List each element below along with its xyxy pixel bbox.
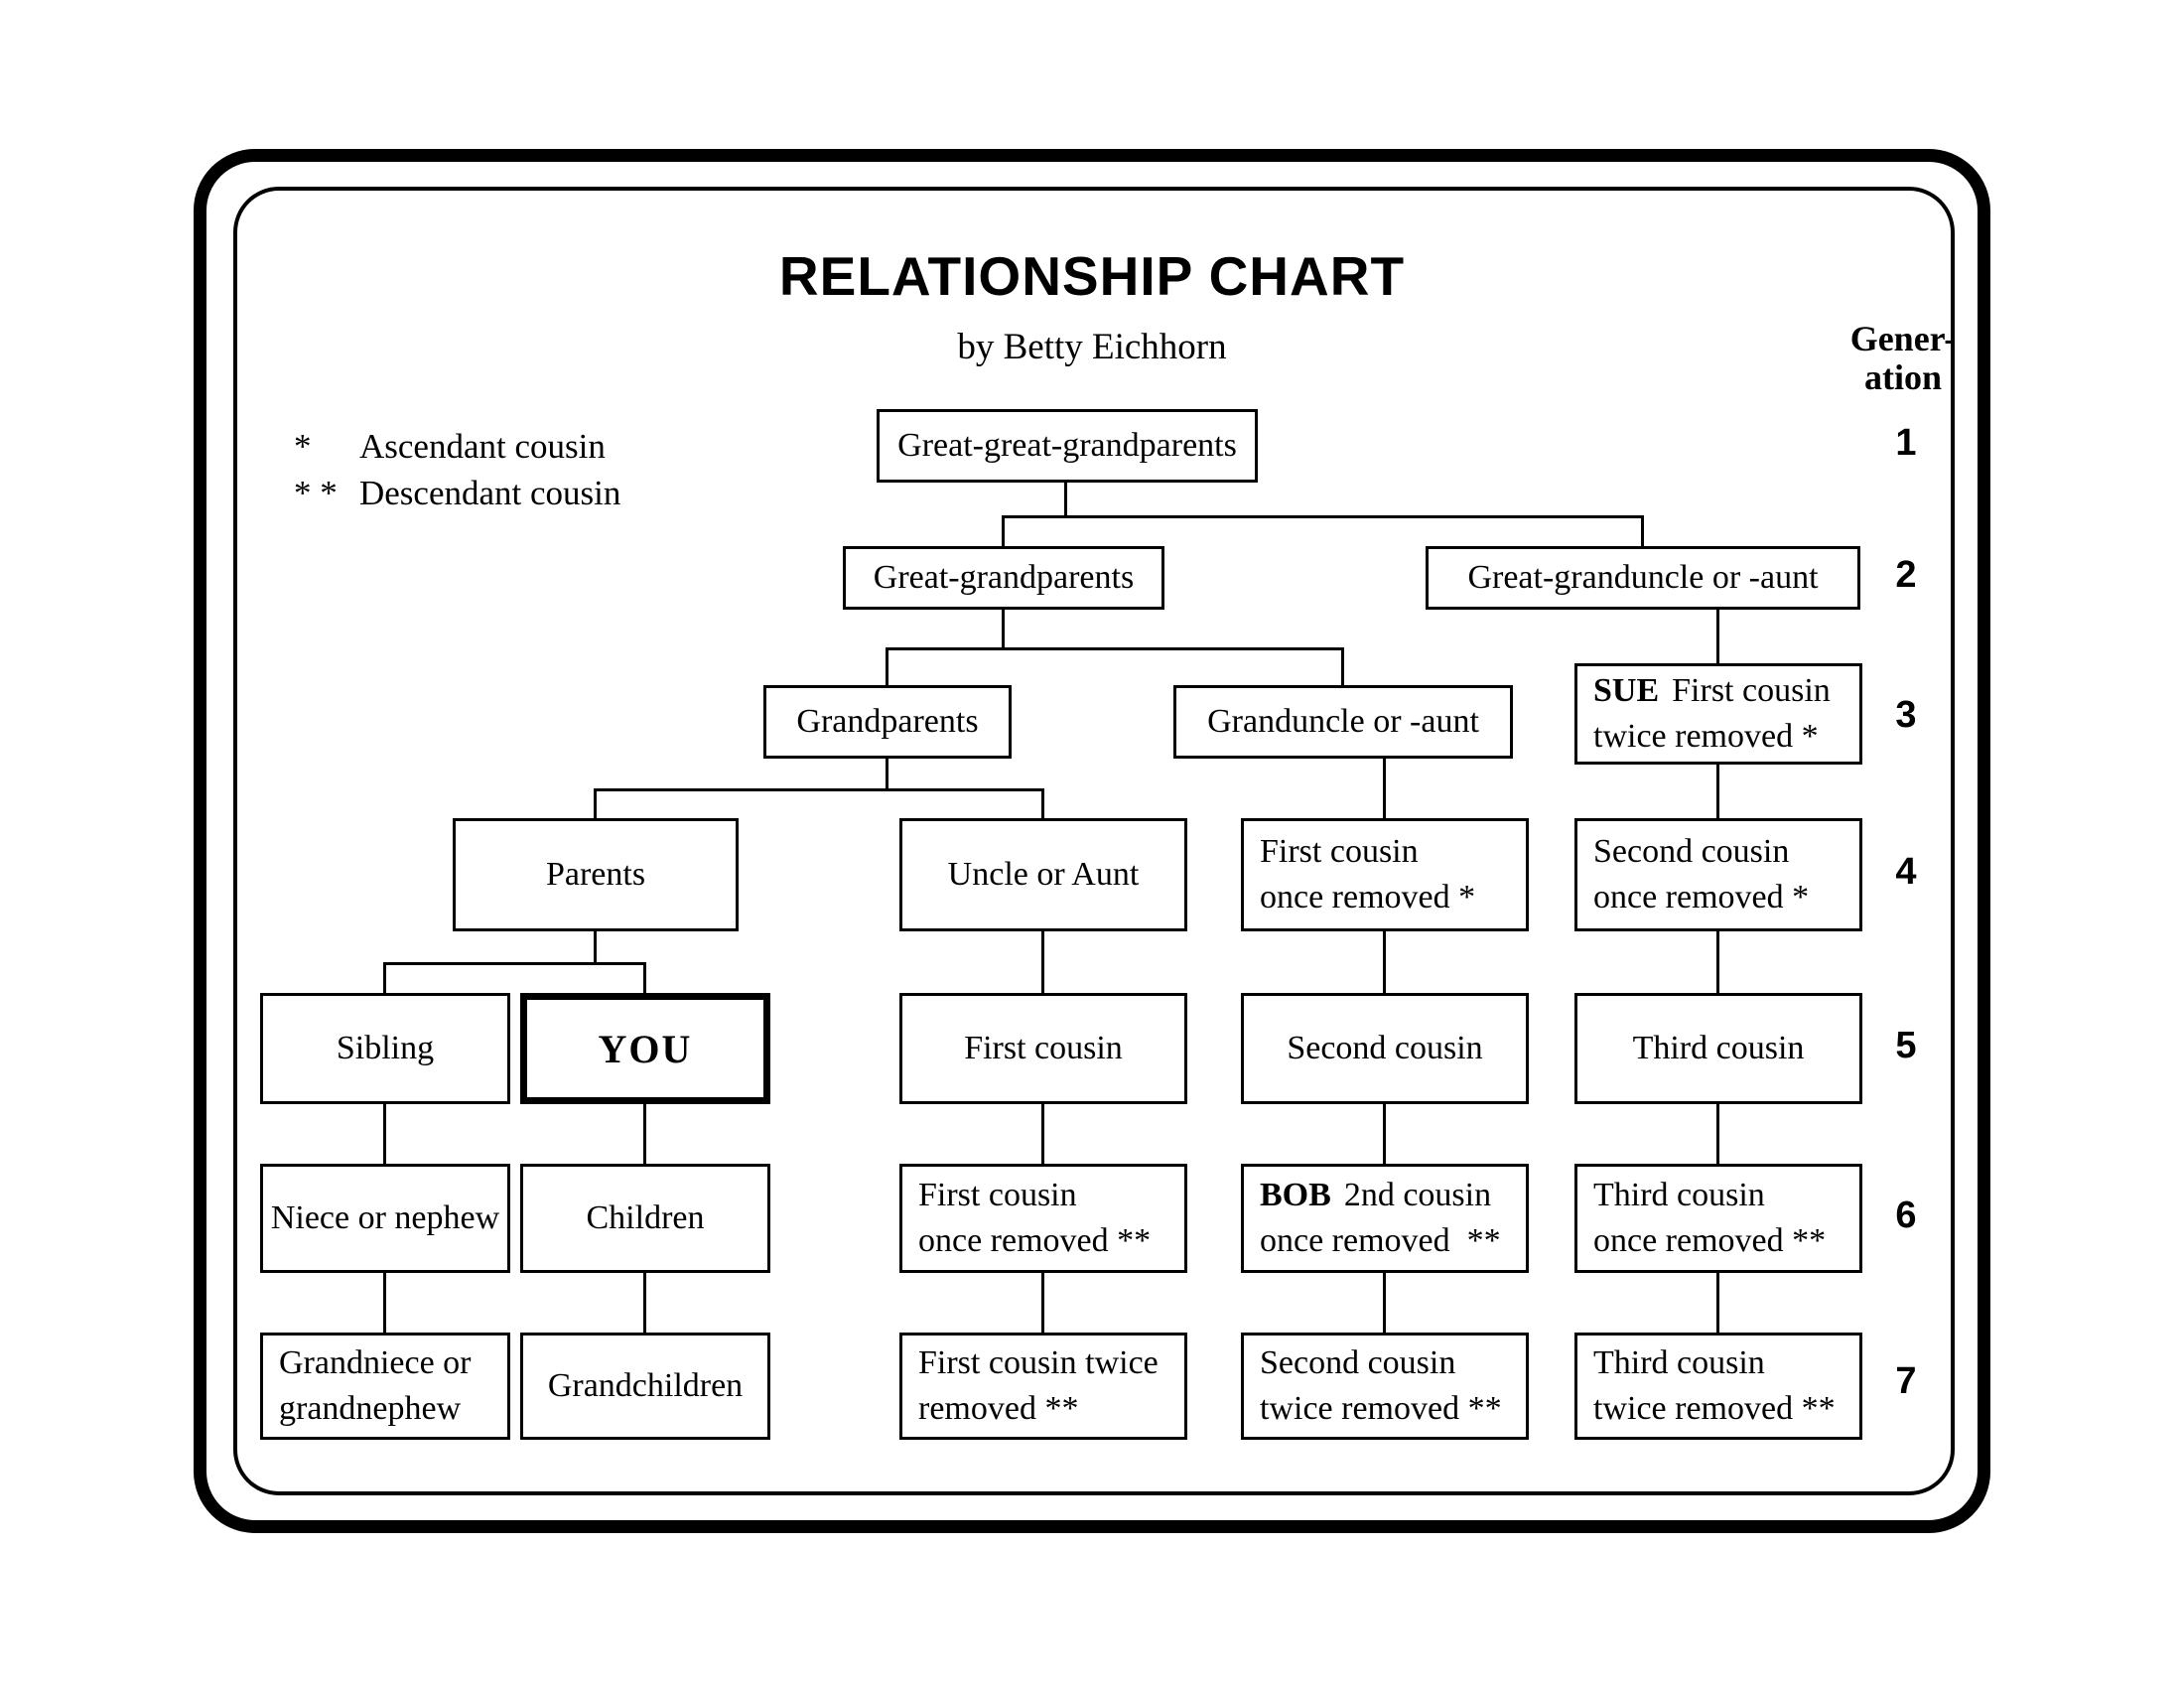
legend-symbol-single-asterisk: * bbox=[294, 427, 312, 466]
person-name-sue: SUE bbox=[1593, 672, 1660, 709]
legend-symbol-double-asterisk: * * bbox=[294, 474, 338, 512]
connector-line bbox=[886, 647, 1344, 650]
node-third-cousin bbox=[1574, 993, 1862, 1104]
connector-line bbox=[1716, 1273, 1719, 1333]
connector-line bbox=[886, 647, 888, 685]
node-label-line2: removed ** bbox=[918, 1390, 1079, 1427]
connector-line bbox=[1716, 931, 1719, 993]
node-sue-first-cousin-twice-removed bbox=[1574, 663, 1862, 765]
node-label: Children bbox=[586, 1199, 705, 1236]
node-great-granduncle-or-aunt bbox=[1426, 546, 1860, 610]
node-first-cousin-once-removed-ascendant bbox=[1241, 818, 1529, 931]
legend bbox=[294, 423, 620, 516]
node-great-great-grandparents bbox=[877, 409, 1258, 483]
node-label-line2: once removed * bbox=[1260, 879, 1476, 915]
node-label-line1: First cousin bbox=[1260, 833, 1419, 870]
generation-number-1: 1 bbox=[1895, 422, 1917, 464]
generation-header-line2: ation bbox=[1863, 357, 1942, 397]
connector-line bbox=[1341, 647, 1344, 685]
connector-line bbox=[1041, 931, 1044, 993]
generation-number-4: 4 bbox=[1895, 851, 1917, 893]
connector-line bbox=[643, 1273, 646, 1333]
node-label: Sibling bbox=[336, 1030, 435, 1066]
node-label-line2: twice removed ** bbox=[1260, 1390, 1502, 1427]
node-you bbox=[520, 993, 770, 1104]
connector-line bbox=[1383, 1273, 1386, 1333]
node-sibling bbox=[260, 993, 510, 1104]
connector-line bbox=[594, 931, 597, 962]
connector-line bbox=[1383, 1104, 1386, 1164]
connector-line bbox=[1383, 759, 1386, 818]
node-label: Grandchildren bbox=[547, 1367, 744, 1404]
connector-line bbox=[1002, 515, 1644, 518]
generation-number-7: 7 bbox=[1895, 1360, 1917, 1402]
node-label-line1: Third cousin bbox=[1593, 1177, 1765, 1213]
node-children bbox=[520, 1164, 770, 1273]
node-label-line1: Third cousin bbox=[1593, 1344, 1765, 1381]
generation-number-5: 5 bbox=[1895, 1025, 1917, 1066]
generation-number-6: 6 bbox=[1895, 1195, 1917, 1236]
connector-line bbox=[1041, 788, 1044, 818]
node-label: Niece or nephew bbox=[270, 1199, 500, 1236]
node-label-line2: once removed ** bbox=[1593, 1222, 1827, 1259]
node-granduncle-or-aunt bbox=[1173, 685, 1513, 759]
node-second-cousin bbox=[1241, 993, 1529, 1104]
connector-line bbox=[594, 788, 1044, 791]
node-uncle-or-aunt bbox=[899, 818, 1187, 931]
node-label-line2: grandnephew bbox=[279, 1390, 462, 1427]
legend-label: Descendant cousin bbox=[359, 474, 621, 512]
node-label: Great-grandparents bbox=[873, 559, 1135, 596]
connector-line bbox=[1716, 1104, 1719, 1164]
node-third-cousin-once-removed-descendant bbox=[1574, 1164, 1862, 1273]
generation-number-3: 3 bbox=[1895, 694, 1917, 736]
node-label: Great-granduncle or -aunt bbox=[1467, 559, 1819, 596]
connector-line bbox=[643, 1104, 646, 1164]
node-label-line2: twice removed ** bbox=[1593, 1390, 1836, 1427]
node-label-line1: SUE First cousin bbox=[1593, 672, 1831, 709]
node-label: YOU bbox=[598, 1026, 693, 1071]
connector-line bbox=[1716, 610, 1719, 663]
node-label: First cousin bbox=[964, 1030, 1123, 1066]
connector-line bbox=[383, 1104, 386, 1164]
node-first-cousin-twice-removed-descendant bbox=[899, 1333, 1187, 1440]
connector-line bbox=[594, 788, 597, 818]
node-label-line1: Grandniece or bbox=[279, 1344, 472, 1381]
node-label: Granduncle or -aunt bbox=[1207, 703, 1479, 740]
node-label-line1: First cousin twice bbox=[918, 1344, 1159, 1381]
node-label: Uncle or Aunt bbox=[947, 856, 1140, 893]
connector-line bbox=[1002, 515, 1005, 546]
connector-line bbox=[383, 1273, 386, 1333]
node-label-line2: once removed * bbox=[1593, 879, 1810, 915]
node-grandchildren bbox=[520, 1333, 770, 1440]
page-title: RELATIONSHIP CHART bbox=[778, 245, 1406, 307]
connector-line bbox=[1064, 483, 1067, 515]
node-label: Grandparents bbox=[796, 703, 979, 740]
node-bob-second-cousin-once-removed bbox=[1241, 1164, 1529, 1273]
node-third-cousin-twice-removed-descendant bbox=[1574, 1333, 1862, 1440]
connector-line bbox=[886, 759, 888, 788]
node-parents bbox=[453, 818, 739, 931]
connector-line bbox=[383, 962, 646, 965]
connector-line bbox=[1383, 931, 1386, 993]
node-niece-or-nephew bbox=[260, 1164, 510, 1273]
connector-line bbox=[1002, 610, 1005, 647]
node-label-line1: Second cousin bbox=[1593, 833, 1790, 870]
node-label-line1: BOB 2nd cousin bbox=[1260, 1177, 1492, 1213]
legend-ascendant bbox=[294, 423, 620, 470]
legend-descendant bbox=[294, 470, 620, 516]
node-label-line1: First cousin bbox=[918, 1177, 1077, 1213]
node-label-line2: once removed ** bbox=[1260, 1222, 1501, 1259]
node-grandniece-or-grandnephew bbox=[260, 1333, 510, 1440]
node-label: Parents bbox=[545, 856, 646, 893]
connector-line bbox=[1041, 1273, 1044, 1333]
byline: by Betty Eichhorn bbox=[957, 327, 1227, 367]
node-label: Second cousin bbox=[1287, 1030, 1483, 1066]
node-label-line2: twice removed * bbox=[1593, 718, 1819, 755]
generation-header-line1: Gener- bbox=[1849, 319, 1957, 358]
node-label: Great-great-grandparents bbox=[897, 427, 1237, 464]
node-label: Third cousin bbox=[1632, 1030, 1805, 1066]
node-second-cousin-twice-removed-descendant bbox=[1241, 1333, 1529, 1440]
legend-label: Ascendant cousin bbox=[359, 427, 606, 466]
node-great-grandparents bbox=[843, 546, 1164, 610]
connector-line bbox=[383, 962, 386, 993]
node-second-cousin-once-removed-ascendant bbox=[1574, 818, 1862, 931]
connector-line bbox=[1716, 765, 1719, 818]
connector-line bbox=[1041, 1104, 1044, 1164]
person-name-bob: BOB bbox=[1260, 1177, 1331, 1213]
connector-line bbox=[1641, 515, 1644, 546]
node-grandparents bbox=[763, 685, 1012, 759]
generation-header bbox=[1804, 320, 2002, 397]
node-first-cousin-once-removed-descendant bbox=[899, 1164, 1187, 1273]
node-first-cousin bbox=[899, 993, 1187, 1104]
node-label-line2: once removed ** bbox=[918, 1222, 1152, 1259]
node-label-line1: Second cousin bbox=[1260, 1344, 1456, 1381]
generation-number-2: 2 bbox=[1895, 554, 1917, 596]
connector-line bbox=[643, 962, 646, 993]
